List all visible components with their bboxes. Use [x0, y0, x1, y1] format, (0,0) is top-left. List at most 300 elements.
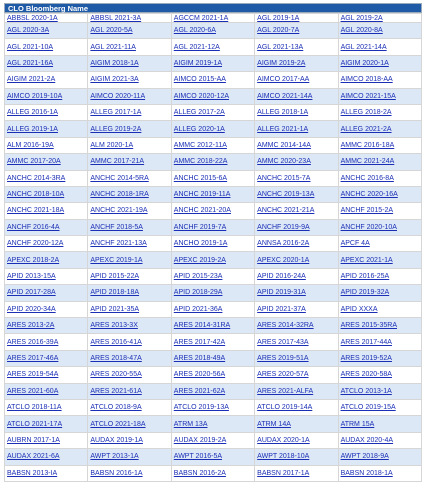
clo-name-link[interactable]: ARES 2021-61A [90, 387, 142, 395]
table-cell [338, 334, 421, 350]
table-cell [5, 383, 88, 399]
table-row [5, 367, 422, 383]
clo-name-link[interactable]: APID 2019-31A [257, 289, 306, 297]
clo-name-link[interactable]: APID 2015-22A [90, 273, 140, 281]
clo-name-link[interactable]: AIGIM 2019-2A [257, 59, 306, 67]
table-cell [171, 55, 254, 71]
table-cell [5, 72, 88, 88]
table-cell [338, 285, 421, 301]
clo-name-link[interactable]: ALLEG 2020-1A [173, 125, 225, 133]
table-cell [5, 121, 88, 137]
table-row [5, 268, 422, 284]
clo-name-link[interactable]: APID 2013-15A [7, 273, 56, 281]
clo-name-link[interactable]: AMMC 2018-22A [173, 158, 228, 166]
table-cell [5, 236, 88, 252]
clo-name-link[interactable]: ALLEG 2019-2A [90, 125, 142, 133]
table-cell [171, 268, 254, 284]
clo-name-link[interactable]: ATRM 13A [173, 420, 208, 428]
clo-name-link[interactable]: ARES 2015-35RA [340, 322, 397, 330]
table-cell [338, 170, 421, 186]
clo-name-link[interactable]: AMMC 2016-18A [340, 141, 395, 149]
clo-name-link[interactable]: APID 2016-24A [257, 273, 306, 281]
clo-name-link[interactable]: AWPT 2018-10A [257, 453, 310, 461]
clo-name-link[interactable]: ARES 2017-44A [340, 338, 392, 346]
table-cell [338, 367, 421, 383]
clo-name-link[interactable]: ARES 2021-62A [173, 387, 226, 395]
table-cell [5, 432, 88, 448]
table-cell [338, 449, 421, 465]
clo-name-link[interactable]: ATCLO 2021-17A [7, 420, 63, 428]
clo-name-link[interactable]: AGL 2020-3A [7, 27, 50, 35]
table-row [5, 236, 422, 252]
table-cell [338, 236, 421, 252]
clo-name-table [4, 13, 422, 482]
table-cell [255, 252, 338, 268]
table-row [5, 383, 422, 399]
clo-name-link[interactable]: APEXC 2021-1A [340, 256, 393, 264]
clo-name-link[interactable]: ALM 2016-19A [7, 141, 54, 149]
clo-name-link[interactable]: ANCHC 2019-13A [257, 191, 315, 199]
table-row [5, 104, 422, 120]
clo-name-link[interactable]: ALLEG 2018-2A [340, 109, 392, 117]
table-cell [338, 252, 421, 268]
clo-name-link[interactable]: AIGIM 2019-1A [173, 59, 223, 67]
table-cell [255, 88, 338, 104]
clo-name-link[interactable]: ANCHC 2021-18A [7, 207, 65, 215]
clo-name-link[interactable]: AIGIM 2021-3A [90, 76, 139, 84]
clo-name-link[interactable]: AMMC 2017-21A [90, 158, 145, 166]
table-cell [171, 301, 254, 317]
clo-name-link[interactable]: ALM 2020-1A [90, 141, 134, 149]
clo-name-link[interactable]: ANNSA 2016-2A [257, 240, 310, 248]
table-cell [338, 186, 421, 202]
clo-name-link[interactable]: ARES 2019-52A [340, 355, 392, 362]
table-cell [338, 465, 421, 481]
clo-name-link[interactable]: AMMC 2014-14A [257, 141, 311, 149]
table-row [5, 203, 422, 219]
clo-name-link[interactable]: AUDAX 2021-6A [7, 453, 60, 461]
clo-name-link[interactable]: ARES 2018-49A [173, 355, 226, 362]
clo-name-link[interactable]: ALLEG 2017-1A [90, 109, 142, 117]
table-cell [338, 350, 421, 366]
clo-name-link[interactable]: ARES 2016-41A [90, 338, 142, 346]
clo-name-link[interactable]: ALLEG 2018-1A [257, 109, 309, 117]
clo-name-link[interactable]: ATCLO 2019-15A [340, 404, 396, 412]
table-cell [5, 39, 88, 55]
table-cell [88, 23, 171, 39]
clo-name-link[interactable]: APEXC 2019-2A [173, 256, 226, 264]
table-cell [88, 350, 171, 366]
table-cell [88, 39, 171, 55]
clo-name-link[interactable]: AMMC 2021-24A [340, 158, 395, 166]
clo-name-link[interactable]: ATCLO 2013-1A [340, 387, 392, 395]
table-cell [255, 268, 338, 284]
table-cell [5, 465, 88, 481]
table-cell [88, 465, 171, 481]
clo-name-link[interactable]: AIMCO 2019-10A [7, 92, 63, 100]
table-row [5, 55, 422, 71]
clo-name-link[interactable]: ANCHF 2020-12A [7, 240, 64, 248]
clo-name-link[interactable]: ANCHC 2021-21A [257, 207, 315, 215]
clo-name-link[interactable]: APEXC 2019-1A [90, 256, 143, 264]
clo-name-link[interactable]: AGL 2021-13A [257, 43, 304, 51]
clo-name-link[interactable]: APID 2019-32A [340, 289, 390, 297]
clo-name-link[interactable]: AWPT 2018-9A [340, 453, 389, 461]
clo-name-link[interactable]: ANCHF 2018-5A [90, 223, 143, 231]
clo-name-link[interactable]: AWPT 2016-5A [173, 453, 223, 461]
clo-name-link[interactable]: APID 2021-37A [257, 305, 306, 313]
clo-name-link[interactable]: ALLEG 2019-1A [7, 125, 58, 133]
clo-name-link[interactable]: ARES 2013-3X [90, 322, 138, 330]
table-cell [255, 121, 338, 137]
clo-name-link[interactable]: BABSN 2018-1A [340, 469, 393, 477]
clo-name-link[interactable]: ANCHC 2020-16A [340, 191, 398, 199]
clo-name-link[interactable]: BABSN 2013-IA [7, 469, 58, 477]
table-cell [255, 350, 338, 366]
table-cell [255, 301, 338, 317]
table-cell [5, 301, 88, 317]
table-cell [88, 170, 171, 186]
table-cell [5, 170, 88, 186]
table-cell [255, 318, 338, 334]
table-cell [88, 121, 171, 137]
clo-name-link[interactable]: APID 2017-28A [7, 289, 56, 297]
table-cell [171, 465, 254, 481]
clo-name-link[interactable]: ARES 2014-31RA [173, 322, 231, 330]
table-cell [338, 399, 421, 415]
clo-name-link[interactable]: AGL 2020-5A [90, 27, 133, 35]
table-cell [88, 367, 171, 383]
clo-name-link[interactable]: AGL 2021-12A [173, 43, 220, 51]
clo-name-link[interactable]: ATCLO 2018-9A [90, 404, 142, 412]
clo-name-link[interactable]: ATRM 14A [257, 420, 291, 428]
clo-name-link[interactable]: APID 2021-35A [90, 305, 140, 313]
clo-name-link[interactable]: AUDAX 2020-1A [257, 436, 310, 444]
table-cell [255, 334, 338, 350]
clo-name-link[interactable]: AIGIM 2018-1A [90, 59, 139, 67]
table-cell [255, 154, 338, 170]
table-cell [338, 14, 421, 23]
clo-name-link[interactable]: ARES 2017-42A [173, 338, 226, 346]
table-cell [5, 252, 88, 268]
table-body [5, 14, 422, 482]
table-cell [338, 121, 421, 137]
clo-name-link[interactable]: ALLEG 2017-2A [173, 109, 225, 117]
clo-name-link[interactable]: ANCHF 2019-9A [257, 223, 310, 231]
table-cell [255, 170, 338, 186]
clo-name-link[interactable]: ANCHF 2020-10A [340, 223, 397, 231]
table-cell [171, 432, 254, 448]
table-cell [255, 23, 338, 39]
table-cell [5, 186, 88, 202]
table-cell [255, 14, 338, 23]
table-cell [88, 285, 171, 301]
table-cell [255, 72, 338, 88]
table-row [5, 154, 422, 170]
table-cell [338, 55, 421, 71]
table-cell [255, 104, 338, 120]
clo-name-link[interactable]: AGCCM 2021-1A [173, 14, 229, 22]
clo-name-link[interactable]: ATRM 15A [340, 420, 375, 428]
table-cell [88, 186, 171, 202]
table-cell [5, 55, 88, 71]
clo-name-link[interactable]: ATCLO 2018-11A [7, 404, 62, 412]
clo-name-link[interactable]: ANCHC 2015-7A [257, 174, 311, 182]
table-cell [171, 39, 254, 55]
clo-name-link[interactable]: BABSN 2016-2A [173, 469, 226, 477]
clo-name-link[interactable]: ARES 2014-32RA [257, 322, 314, 330]
clo-name-link[interactable]: AIMCO 2017-AA [257, 76, 310, 84]
table-cell [171, 154, 254, 170]
clo-name-link[interactable]: AIMCO 2015-AA [173, 76, 226, 84]
clo-name-link[interactable]: AIMCO 2021-15A [340, 92, 396, 100]
table-cell [255, 416, 338, 432]
table-cell [171, 72, 254, 88]
clo-name-link[interactable]: ALLEG 2016-1A [7, 109, 58, 117]
clo-name-link[interactable]: ANCHC 2014-3RA [7, 174, 66, 182]
clo-name-link[interactable]: ARES 2020-55A [90, 371, 142, 379]
clo-name-link[interactable]: ARES 2017-46A [7, 355, 59, 362]
table-header: CLO Bloomberg Name [4, 3, 422, 13]
table-cell [255, 219, 338, 235]
clo-name-link[interactable]: ATCLO 2019-13A [173, 404, 229, 412]
table-cell [255, 39, 338, 55]
table-cell [171, 285, 254, 301]
clo-name-link[interactable]: ABBSL 2021-3A [90, 14, 142, 22]
table-cell [5, 104, 88, 120]
clo-name-link[interactable]: APEXC 2018-2A [7, 256, 60, 264]
clo-name-link[interactable]: BABSN 2017-1A [257, 469, 310, 477]
table-cell [88, 334, 171, 350]
clo-name-link[interactable]: ARES 2021-60A [7, 387, 59, 395]
table-cell [338, 72, 421, 88]
clo-name-link[interactable]: AWPT 2013-1A [90, 453, 139, 461]
table-row [5, 399, 422, 415]
table-row [5, 465, 422, 481]
table-cell [5, 203, 88, 219]
clo-name-link[interactable]: ANCHC 2015-6A [173, 174, 228, 182]
clo-name-link[interactable]: ANCHF 2015-2A [340, 207, 394, 215]
table-cell [255, 203, 338, 219]
clo-name-link[interactable]: AIGIM 2020-1A [340, 59, 389, 67]
table-cell [171, 252, 254, 268]
table-cell [171, 219, 254, 235]
clo-name-link[interactable]: ATCLO 2021-18A [90, 420, 146, 428]
clo-name-link[interactable]: ARES 2017-43A [257, 338, 309, 346]
clo-name-link[interactable]: ANCHC 2014-5RA [90, 174, 149, 182]
table-cell [88, 55, 171, 71]
clo-name-link[interactable]: APID 2018-29A [173, 289, 223, 297]
table-cell [338, 416, 421, 432]
clo-name-link[interactable]: BABSN 2016-1A [90, 469, 143, 477]
table-cell [255, 449, 338, 465]
table-cell [338, 137, 421, 153]
table-cell [5, 416, 88, 432]
clo-name-link[interactable]: AGL 2021-14A [340, 43, 387, 51]
table-cell [338, 318, 421, 334]
clo-name-link[interactable]: ARES 2018-47A [90, 355, 142, 362]
clo-name-link[interactable]: ARES 2020-56A [173, 371, 226, 379]
table-cell [171, 170, 254, 186]
clo-name-link[interactable]: AGL 2019-1A [257, 14, 300, 22]
table-cell [5, 350, 88, 366]
table-cell [88, 14, 171, 23]
clo-table-panel [4, 3, 422, 482]
table-cell [171, 23, 254, 39]
table-cell [5, 399, 88, 415]
clo-name-link[interactable]: ARES 2020-58A [340, 371, 392, 379]
clo-name-link[interactable]: APEXC 2020-1A [257, 256, 310, 264]
table-row [5, 121, 422, 137]
table-cell [88, 301, 171, 317]
table-cell [88, 236, 171, 252]
clo-name-link[interactable]: APID XXXA [340, 305, 378, 313]
clo-name-link[interactable]: ABBSL 2020-1A [7, 14, 58, 22]
clo-name-link[interactable]: AUDAX 2020-4A [340, 436, 394, 444]
table-row [5, 39, 422, 55]
table-cell [5, 88, 88, 104]
table-cell [88, 88, 171, 104]
table-cell [171, 367, 254, 383]
table-cell [171, 88, 254, 104]
clo-name-link[interactable]: AGL 2020-6A [173, 27, 216, 35]
table-row [5, 416, 422, 432]
clo-name-link[interactable]: AIGIM 2021-2A [7, 76, 56, 84]
table-cell [88, 203, 171, 219]
clo-name-link[interactable]: ARES 2019-54A [7, 371, 59, 379]
clo-name-link[interactable]: AIMCO 2020-11A [90, 92, 146, 100]
table-row [5, 432, 422, 448]
table-cell [338, 23, 421, 39]
table-cell [255, 432, 338, 448]
clo-name-link[interactable]: ARES 2019-51A [257, 355, 309, 362]
table-cell [255, 137, 338, 153]
clo-name-link[interactable]: APID 2018-18A [90, 289, 140, 297]
table-cell [171, 334, 254, 350]
clo-name-link[interactable]: ANCHC 2018-10A [7, 191, 65, 199]
table-cell [5, 137, 88, 153]
clo-name-link[interactable]: AMMC 2012-11A [173, 141, 227, 149]
table-cell [88, 383, 171, 399]
clo-name-link[interactable]: ATCLO 2019-14A [257, 404, 313, 412]
table-cell [338, 39, 421, 55]
table-cell [338, 432, 421, 448]
table-cell [5, 367, 88, 383]
clo-name-link[interactable]: ANCHC 2018-1RA [90, 191, 149, 199]
table-cell [88, 268, 171, 284]
table-cell [5, 23, 88, 39]
clo-name-link[interactable]: ARES 2021-ALFA [257, 387, 314, 395]
clo-name-link[interactable]: ARES 2016-39A [7, 338, 59, 346]
table-cell [338, 268, 421, 284]
table-cell [5, 318, 88, 334]
table-cell [255, 383, 338, 399]
table-cell [255, 399, 338, 415]
clo-name-link[interactable]: ARES 2020-57A [257, 371, 309, 379]
table-cell [88, 318, 171, 334]
table-cell [255, 186, 338, 202]
table-row [5, 350, 422, 366]
table-row [5, 88, 422, 104]
clo-name-link[interactable]: AMMC 2020-23A [257, 158, 311, 166]
clo-name-link[interactable]: APID 2021-36A [173, 305, 223, 313]
clo-name-link[interactable]: ANCHC 2019-11A [173, 191, 231, 199]
clo-name-link[interactable]: AGL 2021-11A [90, 43, 136, 51]
clo-name-link[interactable]: ALLEG 2021-1A [257, 125, 309, 133]
clo-name-link[interactable]: AGL 2021-10A [7, 43, 54, 51]
clo-name-link[interactable]: APID 2016-25A [340, 273, 390, 281]
table-cell [171, 399, 254, 415]
clo-name-link[interactable]: ALLEG 2021-2A [340, 125, 392, 133]
table-cell [171, 416, 254, 432]
table-row [5, 186, 422, 202]
table-cell [171, 350, 254, 366]
clo-name-link[interactable]: ANCHO 2019-1A [173, 240, 228, 248]
table-cell [338, 219, 421, 235]
table-row [5, 252, 422, 268]
clo-name-link[interactable]: APID 2020-34A [7, 305, 56, 313]
clo-name-link[interactable]: ARES 2013-2A [7, 322, 55, 330]
clo-name-link[interactable]: ANCHC 2021-19A [90, 207, 148, 215]
clo-name-link[interactable]: APCF 4A [340, 240, 370, 248]
table-row [5, 219, 422, 235]
clo-name-link[interactable]: APID 2015-23A [173, 273, 223, 281]
clo-name-link[interactable]: AGL 2021-16A [7, 59, 54, 67]
clo-name-link[interactable]: ANCHC 2016-8A [340, 174, 394, 182]
clo-name-link[interactable]: AGL 2019-2A [340, 14, 383, 22]
table-cell [88, 154, 171, 170]
clo-name-link[interactable]: ANCHC 2021-20A [173, 207, 231, 215]
table-row [5, 334, 422, 350]
table-cell [338, 104, 421, 120]
table-cell [338, 301, 421, 317]
table-cell [171, 137, 254, 153]
clo-name-link[interactable]: AGL 2020-7A [257, 27, 300, 35]
table-cell [171, 104, 254, 120]
table-cell [338, 88, 421, 104]
clo-name-link[interactable]: AUBRN 2017-1A [7, 436, 60, 444]
table-cell [88, 137, 171, 153]
clo-name-link[interactable]: AGL 2020-8A [340, 27, 383, 35]
table-cell [88, 104, 171, 120]
clo-name-link[interactable]: ANCHF 2019-7A [173, 223, 227, 231]
clo-name-link[interactable]: AIMCO 2021-14A [257, 92, 313, 100]
table-cell [5, 154, 88, 170]
table-cell [88, 219, 171, 235]
table-cell [5, 219, 88, 235]
table-cell [88, 416, 171, 432]
clo-name-link[interactable]: ANCHF 2021-13A [90, 240, 147, 248]
table-cell [171, 236, 254, 252]
table-row [5, 285, 422, 301]
table-row [5, 23, 422, 39]
clo-name-link[interactable]: AMMC 2017-20A [7, 158, 61, 166]
clo-name-link[interactable]: ANCHF 2016-4A [7, 223, 60, 231]
table-cell [171, 383, 254, 399]
table-cell [88, 252, 171, 268]
clo-name-link[interactable]: AIMCO 2020-12A [173, 92, 230, 100]
clo-name-link[interactable]: AUDAX 2019-2A [173, 436, 227, 444]
clo-name-link[interactable]: AUDAX 2019-1A [90, 436, 143, 444]
table-cell [338, 154, 421, 170]
table-cell [338, 383, 421, 399]
table-cell [5, 334, 88, 350]
table-row [5, 449, 422, 465]
table-cell [88, 432, 171, 448]
table-cell [255, 367, 338, 383]
table-cell [88, 399, 171, 415]
clo-name-link[interactable]: AIMCO 2018-AA [340, 76, 393, 84]
